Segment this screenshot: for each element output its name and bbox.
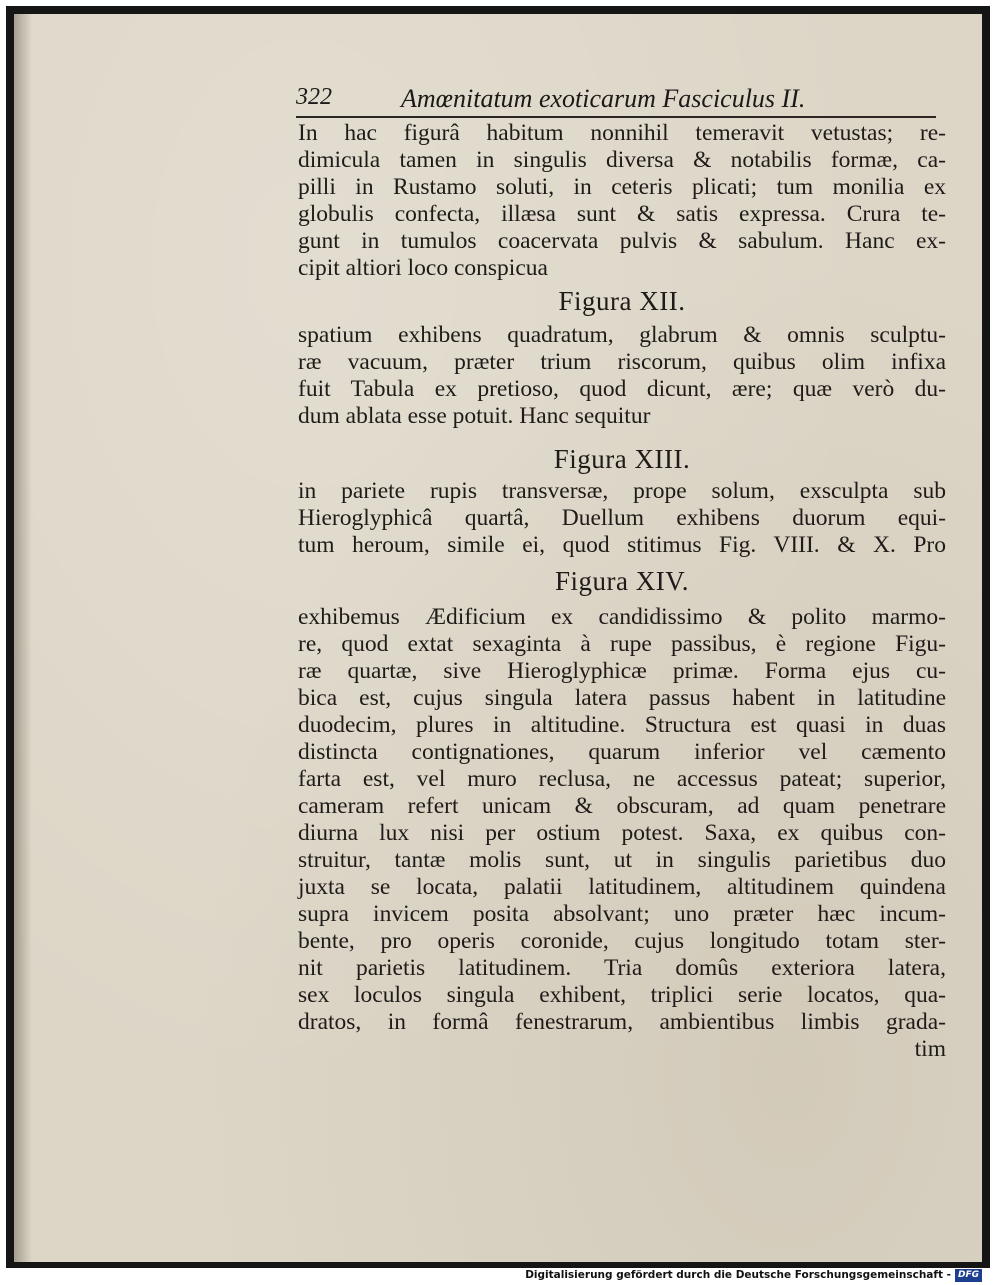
paragraph-1 [298,120,946,282]
figura-14-heading: Figura XIV. [554,566,689,596]
text-line: globulis confecta, illæsa sunt & satis expressa. Crura te- [298,201,946,227]
text-line: cameram refert unicam & obscuram, ad quam penetrare [298,793,946,819]
text-line: dum ablata esse potuit. Hanc sequitur [298,403,651,429]
text-line: nit parietis latitudinem. Tria domûs exteriora latera, [298,955,946,981]
text-line: gunt in tumulos coacervata pulvis & sabulum. Hanc ex- [298,228,946,254]
text-line: distincta contignationes, quarum inferior vel cæmento [298,739,946,765]
catchword: tim [914,1036,946,1062]
text-line: dimicula tamen in singulis diversa & notabilis formæ, ca- [298,147,946,173]
text-line: spatium exhibens quadratum, glabrum & omnis sculptu- [298,322,946,348]
text-line: duodecim, plures in altitudine. Structura est quasi in duas [298,712,946,738]
gutter-shadow [14,14,32,1262]
paragraph-4 [298,604,946,1063]
text-line: supra invicem posita absolvant; uno præter hæc incum- [298,901,946,927]
dfg-logo-icon: DFG [955,1269,982,1282]
text-line: In hac figurâ habitum nonnihil temeravit vetustas; re- [298,120,946,146]
header-rule [296,116,936,118]
text-line: ræ quartæ, sive Hieroglyphicæ primæ. Forma ejus cu- [298,658,946,684]
text-line: pilli in Rustamo soluti, in ceteris plicati; tum monilia ex [298,174,946,200]
figura-13-heading: Figura XIII. [553,444,691,474]
text-line: fuit Tabula ex pretioso, quod dicunt, ære; quæ verò du- [298,376,946,402]
text-line: struitur, tantæ molis sunt, ut in singulis parietibus duo [298,847,946,873]
digitization-footer [525,1267,982,1283]
figura-12-heading: Figura XII. [558,286,686,316]
text-line: farta est, vel muro reclusa, ne accessus pateat; superior, [298,766,946,792]
text-line: juxta se locata, palatii latitudinem, altitudinem quindena [298,874,946,900]
paragraph-2 [298,322,946,430]
running-header [296,84,936,114]
text-line: dratos, in formâ fenestrarum, ambientibus limbis grada- [298,1009,946,1035]
footer-text: Digitalisierung gefördert durch die Deutsche Forschungsgemeinschaft - [525,1269,951,1281]
text-line: ræ vacuum, præter trium riscorum, quibus olim infixa [298,349,946,375]
page-number: 322 [296,84,332,110]
text-line: diurna lux nisi per ostium potest. Saxa, ex quibus con- [298,820,946,846]
text-line: cipit altiori loco conspicua [298,255,548,281]
text-line: exhibemus Ædificium ex candidissimo & polito marmo- [298,604,946,630]
text-line: sex loculos singula exhibent, triplici serie locatos, qua- [298,982,946,1008]
text-line: tum heroum, simile ei, quod stitimus Fig. VIII. & X. Pro [298,532,946,558]
text-line: bica est, cujus singula latera passus habent in latitudine [298,685,946,711]
text-line: bente, pro operis coronide, cujus longitudo totam ster- [298,928,946,954]
text-line: in pariete rupis transversæ, prope solum, exsculpta sub [298,478,946,504]
text-line: re, quod extat sexaginta à rupe passibus, è regione Figu- [298,631,946,657]
text-line: Hieroglyphicâ quartâ, Duellum exhibens duorum equi- [298,505,946,531]
paragraph-3 [298,478,946,559]
running-title: Amœnitatum exoticarum Fasciculus II. [401,84,806,113]
